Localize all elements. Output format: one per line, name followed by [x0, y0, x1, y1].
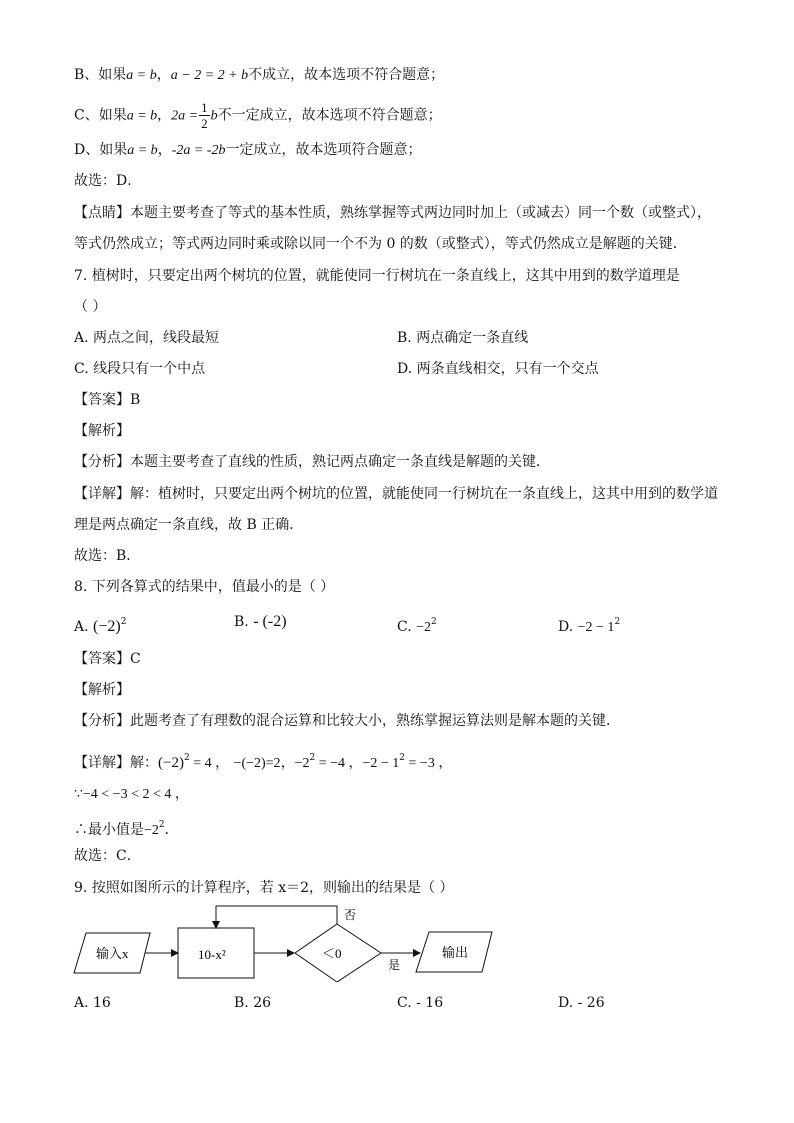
sol6-option-b [74, 66, 444, 85]
q8-option-d-expr: −2 − 1 [577, 620, 615, 635]
q9-option-d: D. - 26 [558, 995, 605, 1011]
q8-option-b-expr: - (-2) [253, 613, 287, 630]
q7-blank: （ ） [74, 299, 107, 315]
q7-option-d: D. 两条直线相交，只有一个交点 [397, 361, 599, 377]
q8-answer: 【答案】C [74, 651, 141, 667]
fraction-denominator: 2 [201, 116, 208, 131]
q8-option-d-exponent: 2 [614, 617, 621, 627]
q7-jiexi: 【解析】 [74, 423, 130, 439]
flow-process-label: 10-x² [198, 947, 226, 962]
q9-option-b: B. 26 [234, 995, 272, 1011]
q9-stem: 9. 按照如图所示的计算程序，若 x＝2，则输出的结果是（ ） [74, 880, 454, 896]
q7-detail-line1: 【详解】解：植树时，只要定出两个树坑的位置，就能使同一行树坑在一条直线上，这其中用到的数学道 [74, 486, 718, 502]
q8-therefore [74, 816, 179, 840]
q7-option-c: C. 线段只有一个中点 [74, 361, 206, 377]
fraction-numerator: 1 [201, 100, 208, 115]
q8-option-b-label: B. [234, 614, 249, 630]
sol6-c-conclusion: 不一定成立，故本选项不符合题意； [217, 107, 442, 124]
q8-detail-label: 【详解】解： [74, 755, 158, 771]
q8-detail-expr3: −2 [294, 756, 310, 771]
q8-option-d-label: D. [558, 619, 574, 635]
q8-option-b [234, 613, 287, 631]
q7-choose: 故选：B． [74, 548, 141, 564]
sol6-d-conclusion: 一定成立，故本选项符合题意； [225, 142, 422, 158]
q9-option-c: C. - 16 [397, 995, 444, 1011]
q7-option-b: B. 两点确定一条直线 [397, 330, 529, 346]
q8-detail [74, 749, 452, 773]
sol6-choose: 故选：D． [74, 173, 142, 189]
q8-option-a-label: A. [74, 619, 89, 635]
sol6-note-line1: 【点睛】本题主要考查了等式的基本性质，熟练掌握等式两边同时加上（或减去）同一个数（或整式）， [74, 205, 711, 221]
sol6-note-line2: 等式仍然成立；等式两边同时乘或除以同一个不为 0 的数（或整式），等式仍然成立是解题的关键． [74, 236, 687, 252]
flow-no-label: 否 [344, 908, 357, 922]
q7-option-a: A. 两点之间，线段最短 [74, 330, 220, 346]
q7-analysis: 【分析】本题主要考查了直线的性质，熟记两点确定一条直线是解题的关键． [74, 454, 550, 470]
sol6-c-sep: ， [157, 107, 172, 124]
sol6-option-c [74, 100, 442, 131]
sol6-c-cond: a = b [126, 108, 158, 124]
sol6-b-equation: a − 2 = 2 + b [170, 68, 249, 83]
q8-detail-expr1: (−2) [158, 755, 184, 771]
q8-detail-expr1-exponent: 2 [183, 753, 190, 763]
sol6-b-cond: a = b [126, 68, 157, 83]
q7-stem: 7. 植树时，只要定出两个树坑的位置，就能使同一行树坑在一条直线上，这其中用到的数学道理是 [74, 268, 680, 284]
q8-option-c [397, 613, 437, 637]
sol6-c-fraction [199, 100, 210, 131]
sol6-d-cond: a = b [127, 143, 158, 158]
sol6-c-eq-right: b [210, 108, 218, 124]
sol6-c-label: C、如果 [74, 107, 127, 124]
q8-option-d [558, 613, 620, 637]
sol6-d-equation: -2a = -2b [171, 143, 226, 158]
q9-flowchart [70, 900, 500, 982]
flow-input-label: 输入x [96, 946, 129, 961]
q8-option-a-exponent: 2 [120, 617, 127, 627]
sol6-b-conclusion: 不成立，故本选项不符合题意； [248, 67, 445, 83]
q8-jiexi: 【解析】 [74, 682, 130, 698]
q8-detail-sep: ， [280, 755, 295, 771]
q7-answer: 【答案】B [74, 392, 141, 408]
q8-option-c-label: C. [397, 619, 412, 635]
flow-loop-line [216, 906, 337, 928]
q8-detail-expr3-result: = −4 ， [315, 756, 363, 771]
q7-detail-line2: 理是两点确定一条直线，故 B 正确． [74, 517, 304, 533]
q8-detail-expr4: −2 − 1 [362, 756, 400, 771]
q8-therefore-end: ． [164, 822, 179, 838]
sol6-d-sep: ， [157, 142, 172, 158]
q8-therefore-expr: −2 [144, 823, 159, 838]
q8-choose: 故选：C． [74, 848, 141, 864]
q8-detail-expr4-exponent: 2 [399, 753, 406, 763]
q8-detail-expr4-result: = −3 ， [405, 756, 453, 771]
q9-option-a: A. 16 [74, 995, 111, 1011]
flow-decision-label: ＜0 [322, 946, 342, 961]
q8-detail-expr3-exponent: 2 [309, 753, 316, 763]
sol6-c-eq-left: 2a = [171, 108, 199, 124]
flow-yes-label: 是 [388, 958, 401, 972]
q8-therefore-exponent: 2 [158, 820, 165, 830]
q8-option-a [74, 613, 126, 636]
q8-stem: 8. 下列各算式的结果中，值最小的是（ ） [74, 579, 335, 595]
sol6-b-sep: ， [156, 67, 171, 83]
q8-option-c-exponent: 2 [431, 617, 437, 627]
q8-detail-expr2: −(−2)=2 [233, 756, 281, 771]
sol6-b-label: B、如果 [74, 67, 127, 83]
flow-output-label: 输出 [442, 945, 469, 960]
sol6-d-label: D、如果 [74, 142, 128, 158]
q8-option-c-expr: −2 [416, 620, 432, 635]
q8-detail-expr1-result: = 4 ， [189, 756, 230, 771]
q8-therefore-label: ∴最小值是 [74, 822, 144, 838]
q8-option-a-expr: (−2) [93, 618, 121, 635]
q8-analysis: 【分析】此题考查了有理数的混合运算和比较大小，熟练掌握运算法则是解本题的关键． [74, 713, 620, 729]
q8-because: ∵−4 < −3 < 2 < 4 ， [74, 787, 189, 802]
sol6-option-d [74, 141, 421, 160]
